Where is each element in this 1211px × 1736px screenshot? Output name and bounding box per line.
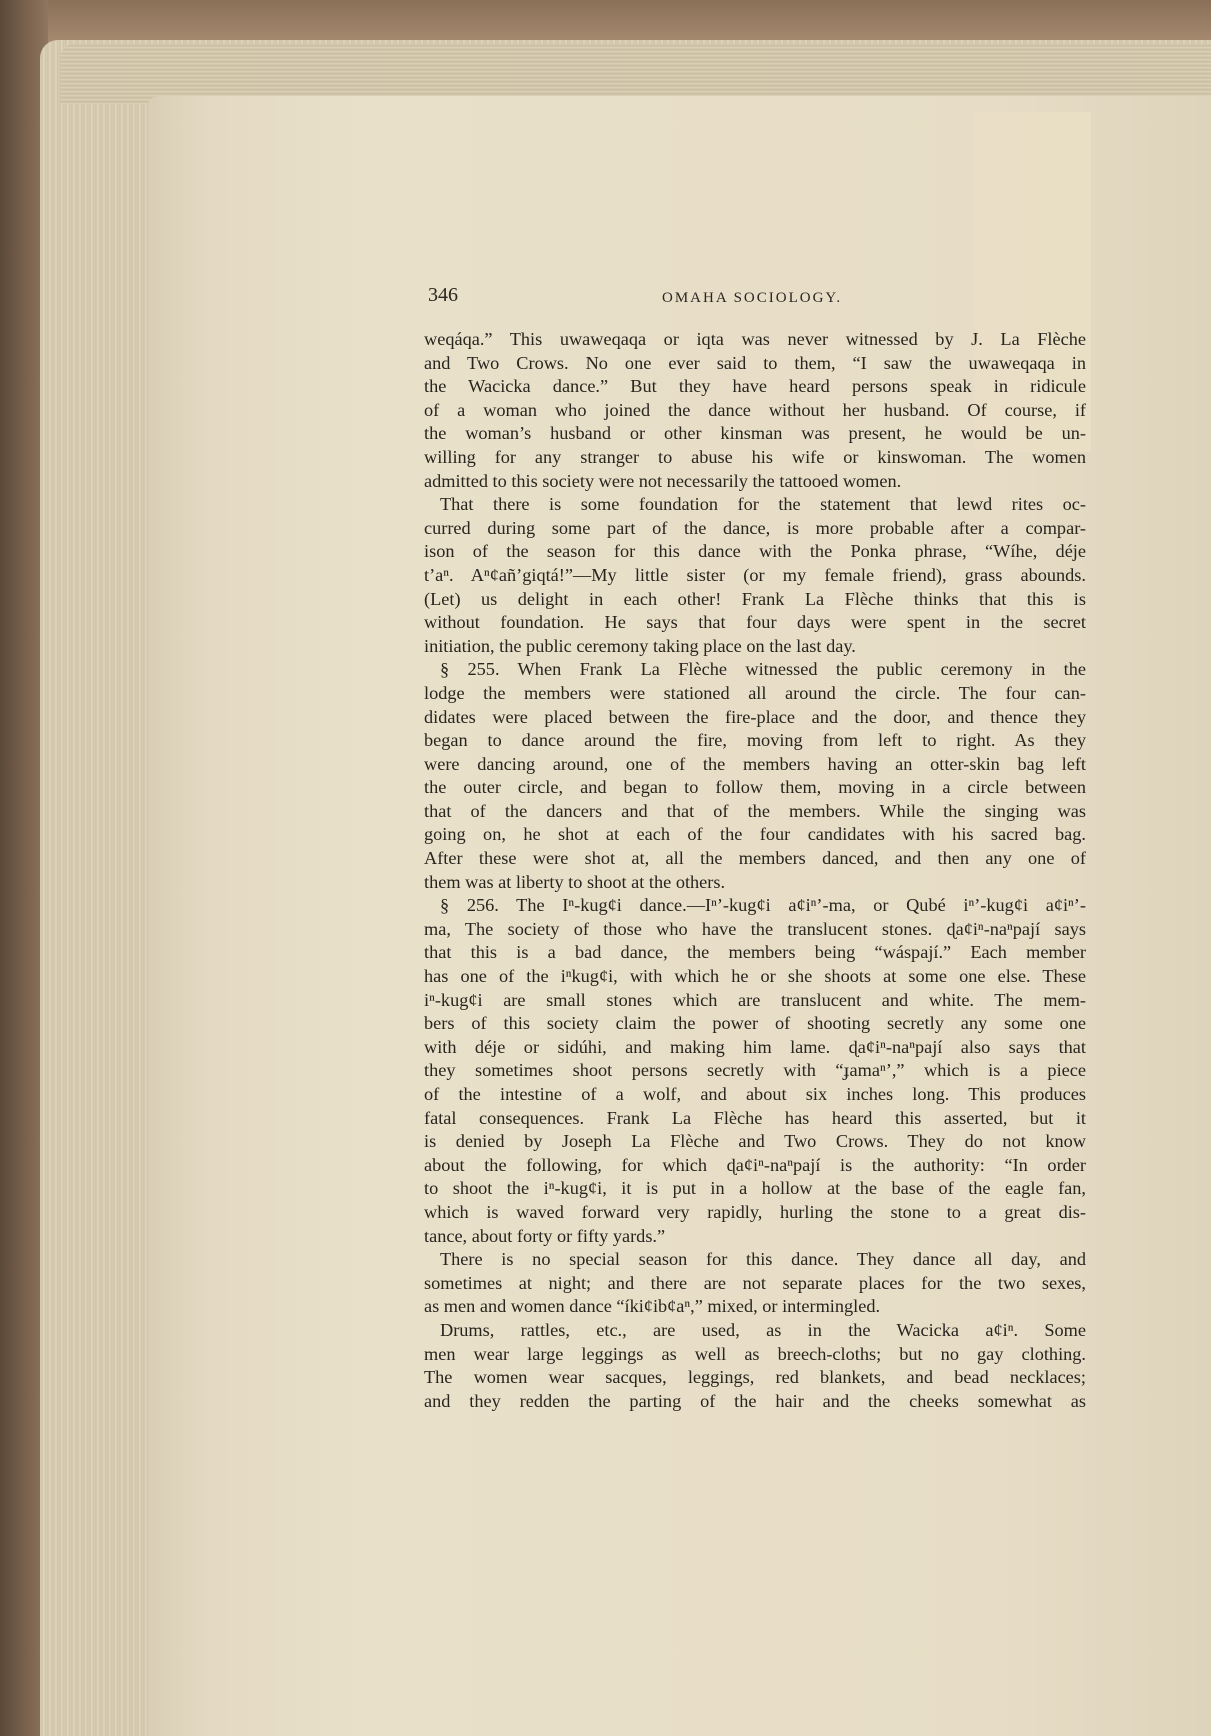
text-line: which is waved forward very rapidly, hurling the stone to a great dis-	[424, 1201, 1086, 1222]
text-line: as men and women dance “íki¢ib¢aⁿ,” mixed, or intermingled.	[424, 1296, 881, 1317]
text-line: § 255. When Frank La Flèche witnessed the public ceremony in the	[440, 659, 1086, 680]
text-line: (Let) us delight in each other! Frank La Flèche thinks that this is	[424, 588, 1086, 609]
text-line: fatal consequences. Frank La Flèche has heard this asserted, but it	[424, 1107, 1086, 1128]
text-line: didates were placed between the fire-place and the door, and thence they	[424, 706, 1086, 727]
text-line: of the intestine of a wolf, and about six inches long. This produces	[424, 1084, 1086, 1104]
text-line: of a woman who joined the dance without her husband. Of course, if	[424, 399, 1086, 420]
text-line: the Wacicka dance.” But they have heard persons speak in ridicule	[424, 376, 1086, 397]
text-line: curred during some part of the dance, is more probable after a compar-	[424, 517, 1086, 538]
text-line: After these were shot at, all the members danced, and then any one of	[424, 848, 1086, 869]
text-line: were dancing around, one of the members having an otter-skin bag left	[424, 753, 1086, 774]
text-line: the outer circle, and began to follow them, moving in a circle between	[424, 777, 1086, 798]
text-line: admitted to this society were not necessarily the tattooed women.	[424, 470, 902, 491]
text-line: Drums, rattles, etc., are used, as in the Wacicka a¢iⁿ. Some	[440, 1319, 1086, 1340]
text-line: is denied by Joseph La Flèche and Two Crows. They do not know	[424, 1131, 1086, 1152]
body-text	[424, 328, 1086, 1413]
text-line: about the following, for which ɖa¢iⁿ-naⁿpají is the authority: “In order	[424, 1154, 1086, 1175]
text-line: initiation, the public ceremony taking place on the last day.	[424, 635, 856, 656]
text-line: the woman’s husband or other kinsman was present, he would be un-	[424, 423, 1086, 444]
text-line: The women wear sacques, leggings, red blankets, and bead necklaces;	[424, 1367, 1086, 1388]
text-line: weqáqa.” This uwaweqaqa or iqta was never witnessed by J. La Flèche	[424, 329, 1086, 349]
text-line: iⁿ-kug¢i are small stones which are translucent and white. The mem-	[424, 989, 1086, 1010]
text-line: and Two Crows. No one ever said to them, “I saw the uwaweqaqa in	[424, 352, 1086, 373]
text-line: has one of the iⁿkug¢i, with which he or she shoots at some one else. These	[424, 966, 1086, 987]
text-line: ma, The society of those who have the translucent stones. ɖa¢iⁿ-naⁿpají says	[424, 918, 1086, 939]
text-line: willing for any stranger to abuse his wife or kinswoman. The women	[424, 446, 1086, 467]
text-line: § 256. The Iⁿ-kug¢i dance.—Iⁿ’-kug¢i a¢iⁿ’-ma, or Qubé iⁿ’-kug¢i a¢iⁿ’-	[440, 895, 1086, 916]
text-line: There is no special season for this dance. They dance all day, and	[440, 1249, 1086, 1270]
text-line: they sometimes shoot persons secretly with “ɟamaⁿ’,” which is a piece	[424, 1060, 1086, 1081]
text-line: them was at liberty to shoot at the others.	[424, 871, 726, 892]
text-line: lodge the members were stationed all around the circle. The four can-	[424, 682, 1086, 703]
text-line: that of the dancers and that of the members. While the singing was	[424, 800, 1086, 821]
text-line: going on, he shot at each of the four candidates with his sacred bag.	[424, 824, 1086, 845]
text-line: that this is a bad dance, the members being “wáspají.” Each member	[424, 942, 1086, 963]
text-line: men wear large leggings as well as breech-cloths; but no gay clothing.	[424, 1343, 1086, 1364]
page-header	[428, 284, 1078, 314]
text-line: began to dance around the fire, moving from left to right. As they	[424, 730, 1086, 751]
text-line: ison of the season for this dance with the Ponka phrase, “Wíhe, déje	[424, 541, 1086, 562]
text-line: with déje or sidúhi, and making him lame. ɖa¢iⁿ-naⁿpají also says that	[424, 1036, 1086, 1057]
text-line: to shoot the iⁿ-kug¢i, it is put in a hollow at the base of the eagle fan,	[424, 1178, 1086, 1199]
text-line: t’aⁿ. Aⁿ¢añ’giqtá!”—My little sister (or my female friend), grass abounds.	[424, 564, 1086, 585]
text-line: sometimes at night; and there are not separate places for the two sexes,	[424, 1272, 1086, 1293]
page-edges-top	[60, 44, 1211, 104]
running-head: OMAHA SOCIOLOGY.	[662, 290, 843, 306]
text-line: That there is some foundation for the statement that lewd rites oc-	[440, 494, 1086, 515]
page-number: 346	[428, 284, 458, 306]
text-line: and they redden the parting of the hair and the cheeks somewhat as	[424, 1390, 1086, 1411]
text-line: without foundation. He says that four days were spent in the secret	[424, 612, 1086, 633]
text-line: bers of this society claim the power of shooting secretly any some one	[424, 1013, 1086, 1034]
text-line: tance, about forty or fifty yards.”	[424, 1225, 666, 1246]
